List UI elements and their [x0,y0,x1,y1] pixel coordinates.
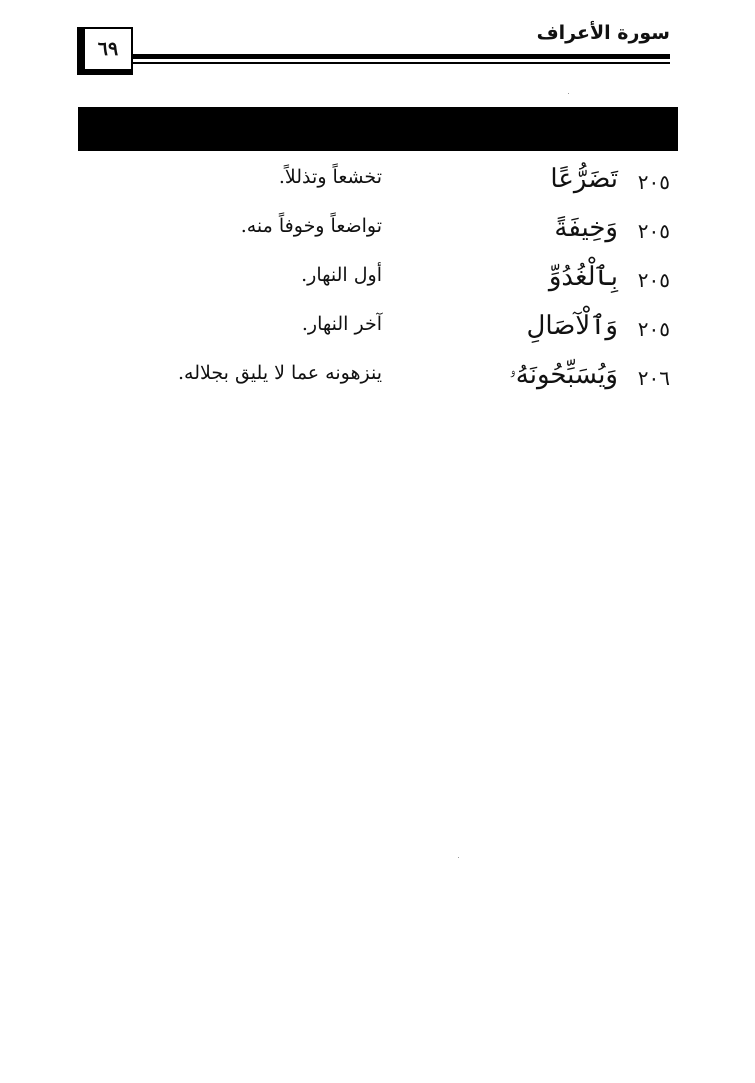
word-meaning: آخر النهار. [301,313,382,335]
vocabulary-entry [78,309,678,349]
word-meaning: تخشعاً وتذللاً. [278,166,382,188]
word-meaning: أول النهار. [301,264,382,286]
print-speck [568,93,569,94]
verse-number: ٢٠٥ [637,170,670,194]
page-number [77,27,133,75]
verse-number: ٢٠٦ [637,366,670,390]
quranic-word: وَٱلْآصَالِ [526,311,618,341]
word-meaning: ينزهونه عما لا يليق بجلاله. [178,362,382,384]
vocabulary-entry [78,162,678,202]
quranic-word: وَيُسَبِّحُونَهُۥ [509,360,618,390]
verse-number: ٢٠٥ [637,219,670,243]
header-rule-thin [131,62,670,64]
vocabulary-entry [78,260,678,300]
vocabulary-entry [78,358,678,398]
page-number-text: ٦٩ [97,38,119,60]
verse-number: ٢٠٥ [637,317,670,341]
word-meaning: تواضعاً وخوفاً منه. [240,215,382,237]
header-rule-thick [131,54,670,59]
quranic-word: بِٱلْغُدُوِّ [548,262,618,292]
quranic-word: وَخِيفَةً [554,213,618,243]
surah-title: سورة الأعراف [536,22,670,44]
quranic-word: تَضَرُّعًا [550,164,618,194]
print-speck [458,857,459,858]
vocabulary-entry [78,211,678,251]
verse-number: ٢٠٥ [637,268,670,292]
table-header-band [78,107,678,151]
